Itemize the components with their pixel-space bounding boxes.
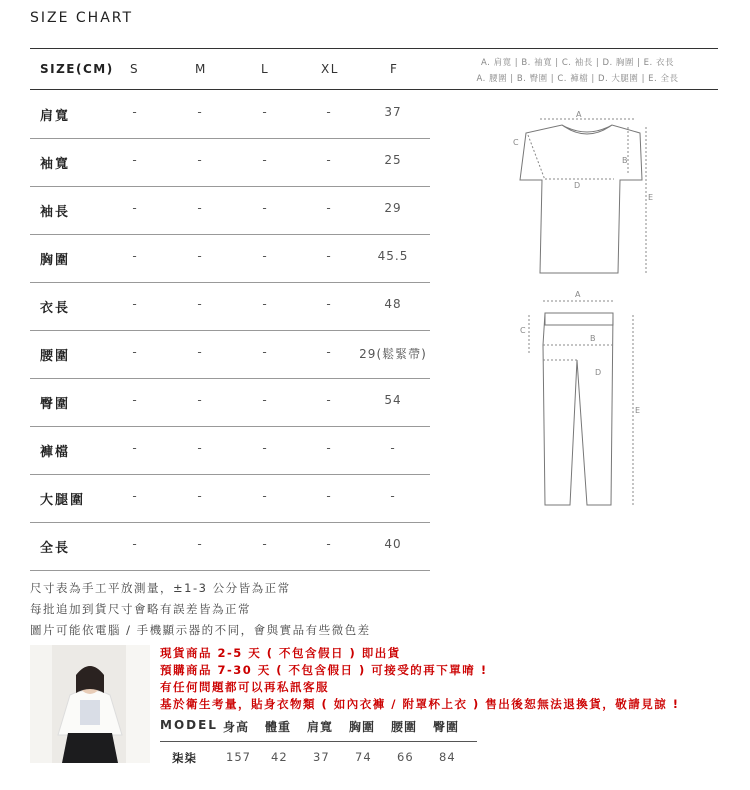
note-3: 圖片可能依電腦 / 手機顯示器的不同，會與實品有些微色差	[30, 623, 371, 637]
row-value-xl: -	[326, 345, 332, 359]
row-value-f: 40	[384, 537, 402, 551]
row-value-xl: -	[326, 441, 332, 455]
row-value-l: -	[262, 489, 268, 503]
dim-c-letter: C	[513, 138, 519, 147]
dim-c-line	[528, 135, 545, 180]
row-value-l: -	[262, 345, 268, 359]
pants-dim-a-letter: A	[575, 290, 581, 299]
row-value-l: -	[262, 153, 268, 167]
table-row	[30, 330, 430, 379]
row-value-s: -	[132, 441, 138, 455]
size-header-label: SIZE(CM)	[40, 62, 114, 76]
row-value-f: -	[390, 441, 396, 455]
dim-e-letter: E	[648, 193, 654, 202]
row-value-m: -	[197, 297, 203, 311]
model-table-rule	[160, 741, 477, 742]
row-label: 褲檔	[40, 445, 71, 460]
row-value-m: -	[197, 537, 203, 551]
row-value-f: 54	[384, 393, 402, 407]
dim-a-letter: A	[576, 110, 582, 119]
row-value-l: -	[262, 105, 268, 119]
model-header-waist: 腰圍	[391, 720, 418, 734]
row-value-m: -	[197, 345, 203, 359]
row-value-f: 37	[384, 105, 402, 119]
pants-diagram	[515, 285, 665, 510]
model-value-chest: 74	[355, 750, 372, 764]
table-row	[30, 378, 430, 427]
model-header-weight: 體重	[265, 720, 292, 734]
note-1: 尺寸表為手工平放測量，±1-3 公分皆為正常	[30, 581, 291, 595]
row-label: 腰圍	[40, 349, 71, 364]
notice-2: 預購商品 7-30 天 ( 不包含假日 ) 可接受的再下單唷 !	[160, 663, 488, 677]
model-header-height: 身高	[223, 720, 250, 734]
notice-3: 有任何問題都可以再私訊客服	[160, 680, 329, 694]
row-value-l: -	[262, 249, 268, 263]
pants-dim-d-letter: D	[595, 368, 602, 377]
row-value-xl: -	[326, 297, 332, 311]
row-value-m: -	[197, 393, 203, 407]
page-title: SIZE CHART	[30, 10, 134, 26]
row-label: 衣長	[40, 301, 71, 316]
table-row	[30, 90, 430, 139]
row-value-s: -	[132, 249, 138, 263]
pants-dim-e-letter: E	[635, 406, 641, 415]
row-value-f: -	[390, 489, 396, 503]
row-value-xl: -	[326, 537, 332, 551]
row-label: 肩寬	[40, 109, 71, 124]
size-header-f: F	[390, 62, 399, 76]
row-value-m: -	[197, 249, 203, 263]
model-header-shoulder: 肩寬	[307, 720, 334, 734]
table-row	[30, 282, 430, 331]
row-value-l: -	[262, 393, 268, 407]
row-value-xl: -	[326, 105, 332, 119]
pants-waistband	[545, 313, 613, 325]
table-row	[30, 522, 430, 571]
legend-bottom: A. 腰圍 | B. 臀圍 | C. 褲檔 | D. 大腿圍 | E. 全長	[476, 74, 679, 84]
table-top-rule	[30, 48, 718, 49]
model-photo	[30, 645, 150, 763]
table-row	[30, 138, 430, 187]
row-label: 胸圍	[40, 253, 71, 268]
row-value-f: 45.5	[377, 249, 409, 263]
row-value-s: -	[132, 201, 138, 215]
model-name: 柒柒	[172, 751, 197, 765]
row-value-xl: -	[326, 249, 332, 263]
pants-outline	[543, 313, 613, 505]
size-header-xl: XL	[321, 62, 339, 76]
row-value-s: -	[132, 393, 138, 407]
model-value-height: 157	[226, 750, 251, 764]
row-value-l: -	[262, 297, 268, 311]
row-label: 袖長	[40, 205, 71, 220]
row-value-l: -	[262, 537, 268, 551]
row-value-m: -	[197, 489, 203, 503]
model-header-model: MODEL	[160, 718, 218, 732]
table-row	[30, 186, 430, 235]
top-outline	[520, 125, 642, 273]
row-value-m: -	[197, 441, 203, 455]
row-value-s: -	[132, 489, 138, 503]
row-value-s: -	[132, 297, 138, 311]
notice-4: 基於衛生考量，貼身衣物類 ( 如內衣褲 / 附罩杯上衣 ) 售出後恕無法退換貨，敬請見諒 !	[160, 697, 680, 711]
row-label: 大腿圍	[40, 493, 86, 508]
row-value-l: -	[262, 201, 268, 215]
legend-top: A. 肩寬 | B. 袖寬 | C. 袖長 | D. 胸圍 | E. 衣長	[481, 58, 674, 68]
row-value-m: -	[197, 153, 203, 167]
row-value-f: 48	[384, 297, 402, 311]
size-header-m: M	[195, 62, 207, 76]
size-header-l: L	[261, 62, 270, 76]
row-value-s: -	[132, 537, 138, 551]
top-garment-diagram	[500, 105, 675, 280]
model-value-waist: 66	[397, 750, 414, 764]
row-value-s: -	[132, 345, 138, 359]
row-value-f: 29(鬆緊帶)	[359, 347, 427, 361]
pants-dim-b-letter: B	[590, 334, 596, 343]
row-value-m: -	[197, 105, 203, 119]
table-row	[30, 234, 430, 283]
row-label: 袖寬	[40, 157, 71, 172]
model-header-chest: 胸圍	[349, 720, 376, 734]
row-value-l: -	[262, 441, 268, 455]
notice-1: 現貨商品 2-5 天 ( 不包含假日 ) 即出貨	[160, 646, 401, 660]
pants-dim-c-letter: C	[520, 326, 526, 335]
size-header-s: S	[130, 62, 140, 76]
model-value-shoulder: 37	[313, 750, 330, 764]
dim-b-letter: B	[622, 156, 628, 165]
model-value-weight: 42	[271, 750, 288, 764]
top-neckline	[562, 125, 612, 132]
row-value-xl: -	[326, 489, 332, 503]
row-value-f: 29	[384, 201, 402, 215]
row-value-m: -	[197, 201, 203, 215]
dim-d-letter: D	[574, 181, 581, 190]
row-label: 全長	[40, 541, 71, 556]
row-label: 臀圍	[40, 397, 71, 412]
row-value-xl: -	[326, 201, 332, 215]
table-row	[30, 426, 430, 475]
row-value-s: -	[132, 105, 138, 119]
model-header-hip: 臀圍	[433, 720, 460, 734]
row-value-s: -	[132, 153, 138, 167]
model-value-hip: 84	[439, 750, 456, 764]
note-2: 每批追加到貨尺寸會略有誤差皆為正常	[30, 602, 251, 616]
row-value-xl: -	[326, 393, 332, 407]
table-row	[30, 474, 430, 523]
row-value-f: 25	[384, 153, 402, 167]
row-value-xl: -	[326, 153, 332, 167]
